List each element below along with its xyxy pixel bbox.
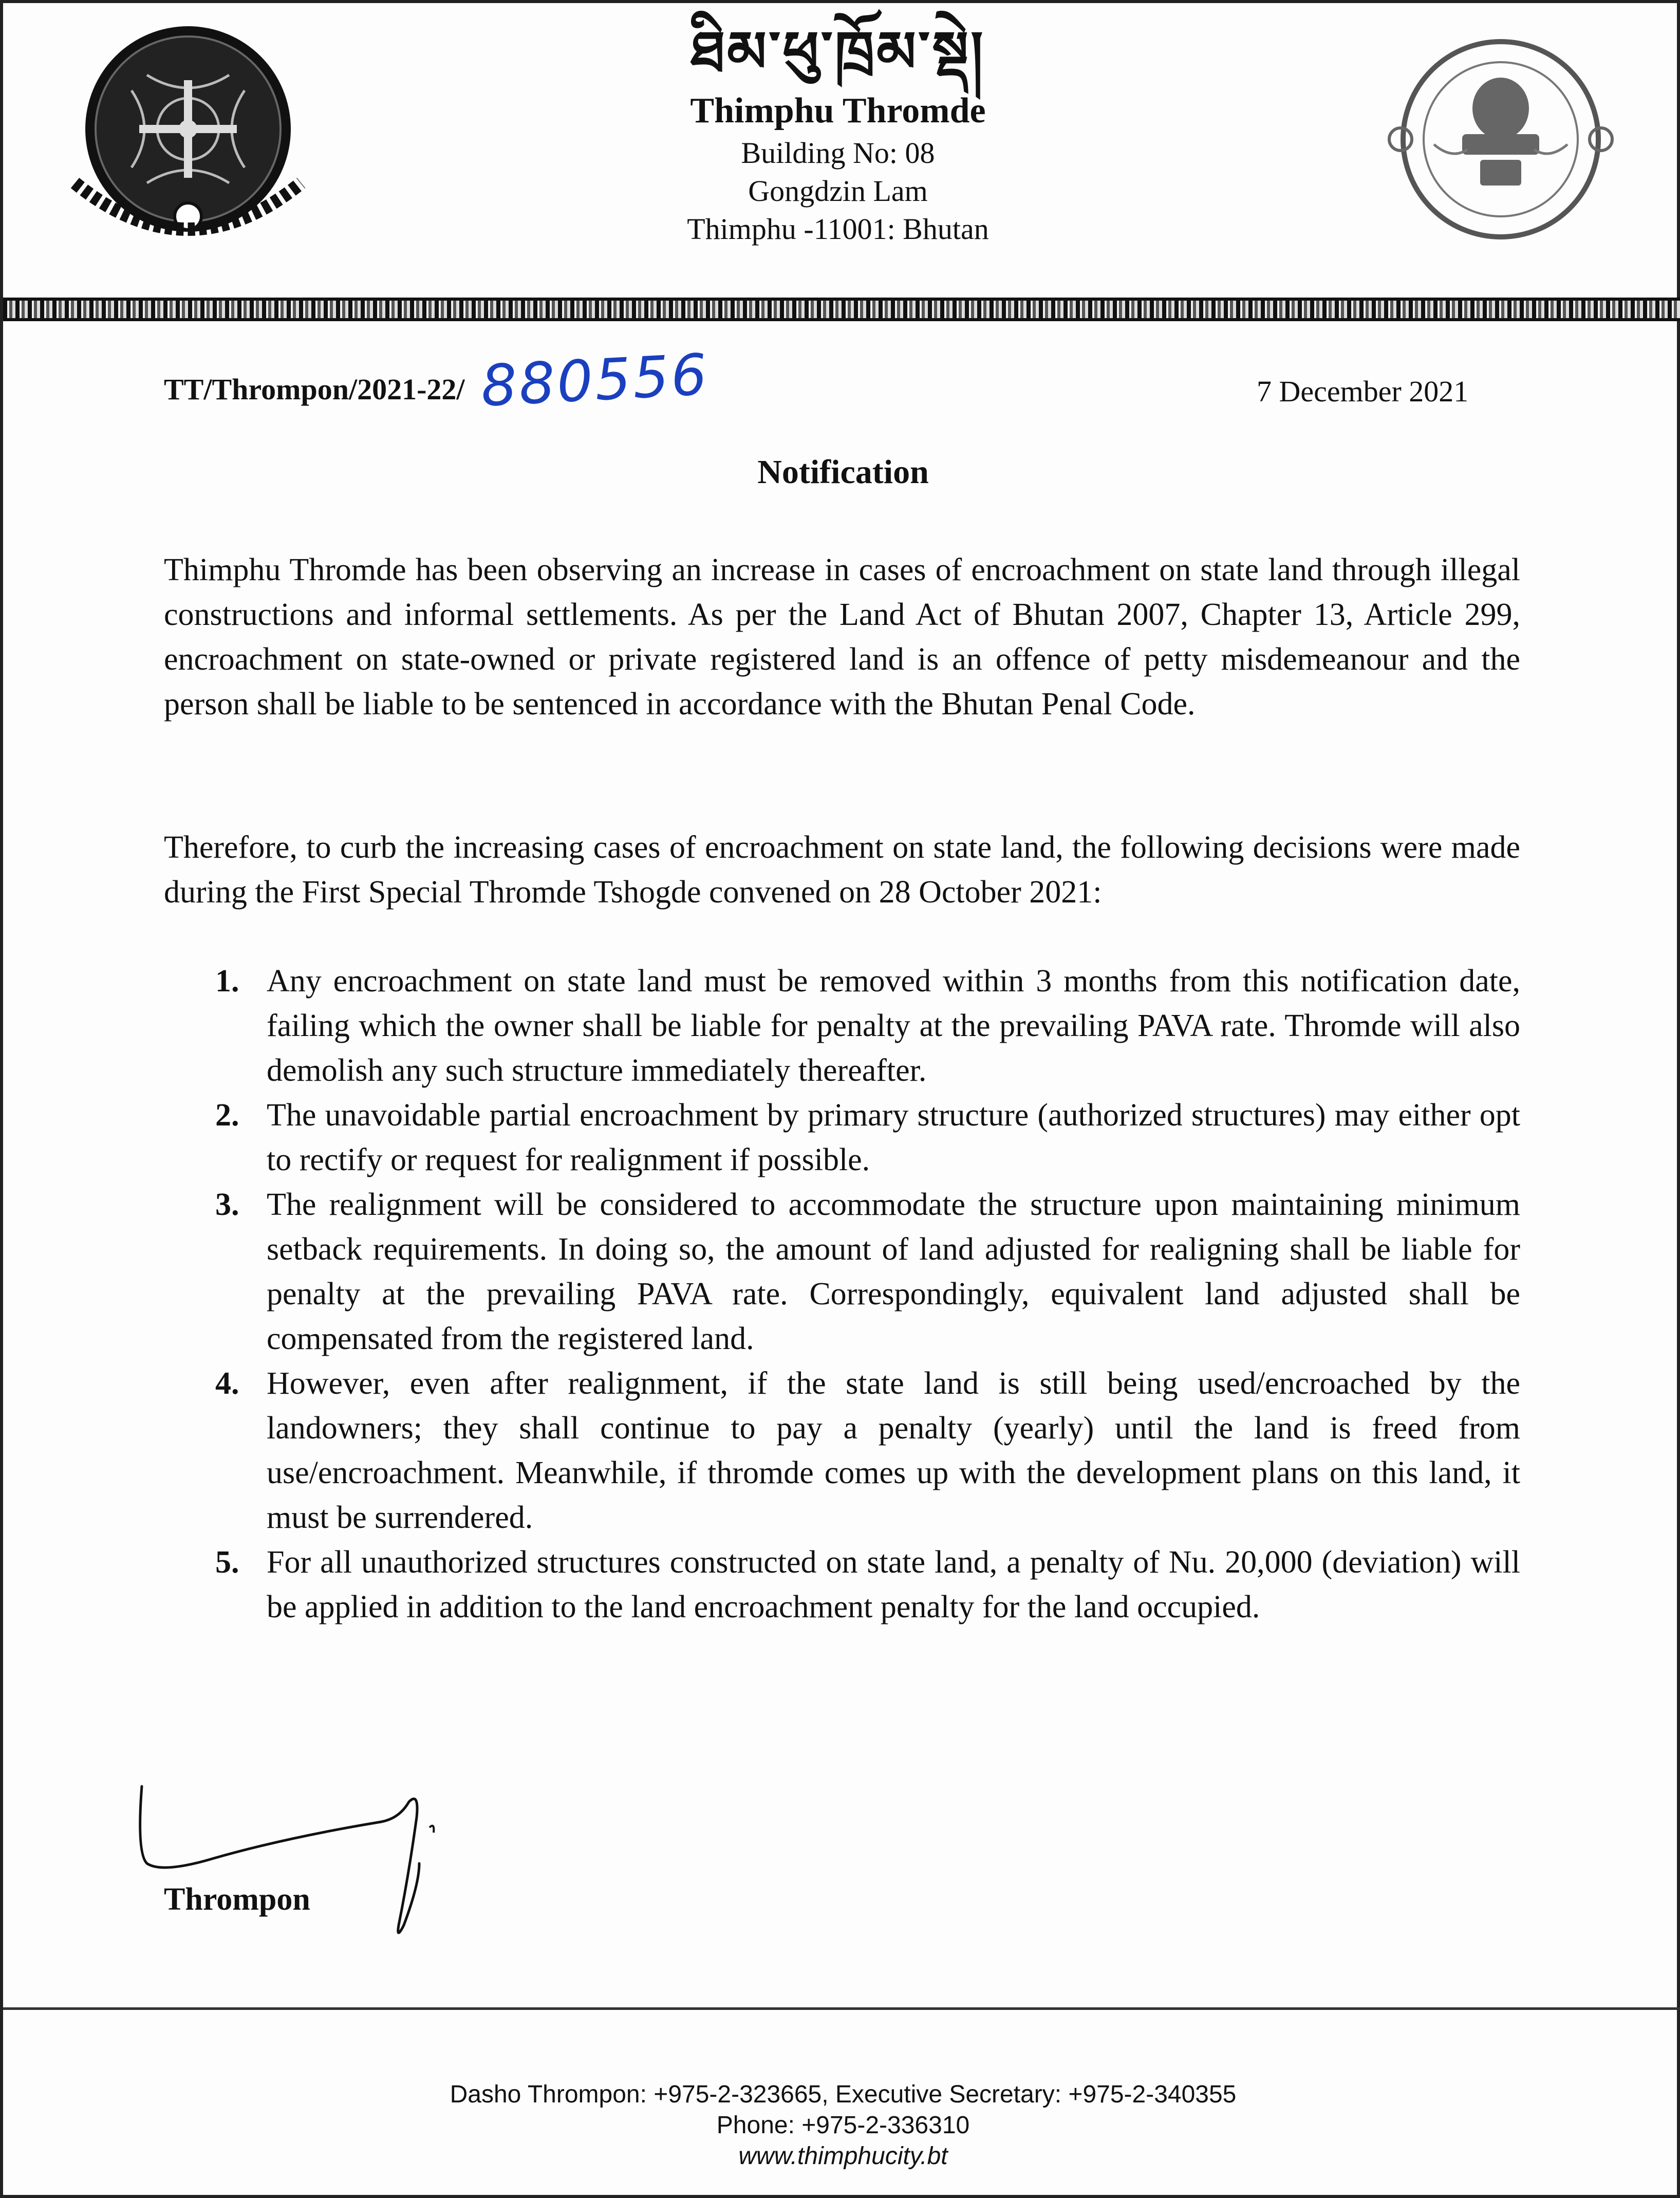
paragraph-therefore: Therefore, to curb the increasing cases of encroachment on state land, the following decisions were made during the First Special Thromde Tshogde convened on 28 October 2021: bbox=[164, 830, 1520, 910]
organization-name: Thimphu Thromde bbox=[690, 91, 986, 131]
address-line-1: Building No: 08 bbox=[741, 136, 935, 170]
footer-divider bbox=[3, 2007, 1680, 2010]
list-item bbox=[164, 1093, 1520, 1183]
list-item-text: Any encroachment on state land must be removed within 3 months from this notification date, failing which the owner shall be liable for penalty at the prevailing PAVA rate. Thromde will also demolish any such structure immediately thereafter. bbox=[267, 964, 1520, 1088]
list-item-number: 1. bbox=[215, 964, 239, 999]
signatory-title: Thrompon bbox=[164, 1882, 310, 1917]
royal-emblem-logo bbox=[54, 19, 322, 260]
address-line-3: Thimphu -11001: Bhutan bbox=[687, 212, 989, 246]
footer bbox=[3, 2079, 1680, 2172]
list-item-text: However, even after realignment, if the state land is still being used/encroached by the landowners; they shall continue to pay a penalty (yearly) until the land is freed from use/encroachment. Meanwhile, if thromde comes up with the development plans on this land, it must be surrendered. bbox=[267, 1366, 1520, 1535]
list-item-text: The realignment will be considered to accommodate the structure upon maintaining minimum setback requirements. In doing so, the amount of land adjusted for realigning shall be liable for penalty at the prevailing PAVA rate. Correspondingly, equivalent land adjusted shall be compensated from the registered land. bbox=[267, 1187, 1520, 1356]
list-item bbox=[164, 1540, 1520, 1630]
list-item-text: The unavoidable partial encroachment by primary structure (authorized structures) may either opt to rectify or request for realignment if possible. bbox=[267, 1098, 1520, 1177]
address-line-2: Gongdzin Lam bbox=[748, 174, 928, 208]
list-item bbox=[164, 959, 1520, 1093]
reference-number: TT/Thrompon/2021-22/ bbox=[164, 373, 465, 406]
document-heading: Notification bbox=[757, 453, 929, 491]
list-item-number: 4. bbox=[215, 1366, 239, 1401]
letter-date: 7 December 2021 bbox=[1257, 375, 1469, 408]
list-item-text: For all unauthorized structures constructed on state land, a penalty of Nu. 20,000 (deviation) will be applied in addition to the land encroachment penalty for the land occupied. bbox=[267, 1545, 1520, 1624]
list-item bbox=[164, 1361, 1520, 1540]
footer-phone: Phone: +975-2-336310 bbox=[716, 2112, 970, 2139]
paragraph-intro: Thimphu Thromde has been observing an increase in cases of encroachment on state land through illegal constructions and informal settlements. As per the Land Act of Bhutan 2007, Chapter 13, Article 299, encroachment on state-owned or private registered land is an offence of petty misdemeanour and the person shall be liable to be sentenced in accordance with the Bhutan Penal Code. bbox=[164, 552, 1520, 722]
list-item bbox=[164, 1183, 1520, 1361]
letterhead bbox=[517, 16, 1159, 248]
list-item-number: 2. bbox=[215, 1098, 239, 1133]
dzongkha-title: ཐིམ་ཕུ་ཁྲོམ་སྡེ། bbox=[690, 19, 985, 85]
footer-contacts: Dasho Thrompon: +975-2-323665, Executive Secretary: +975-2-340355 bbox=[450, 2081, 1237, 2108]
list-item-number: 3. bbox=[215, 1187, 239, 1222]
footer-website: www.thimphucity.bt bbox=[738, 2142, 948, 2170]
handwritten-reference-number: 880556 bbox=[479, 341, 711, 419]
decisions-list bbox=[164, 959, 1520, 1630]
handwritten-signature bbox=[132, 1771, 465, 1951]
decorative-border-band bbox=[3, 298, 1680, 321]
thromde-seal-logo bbox=[1385, 31, 1616, 247]
list-item-number: 5. bbox=[215, 1545, 239, 1580]
